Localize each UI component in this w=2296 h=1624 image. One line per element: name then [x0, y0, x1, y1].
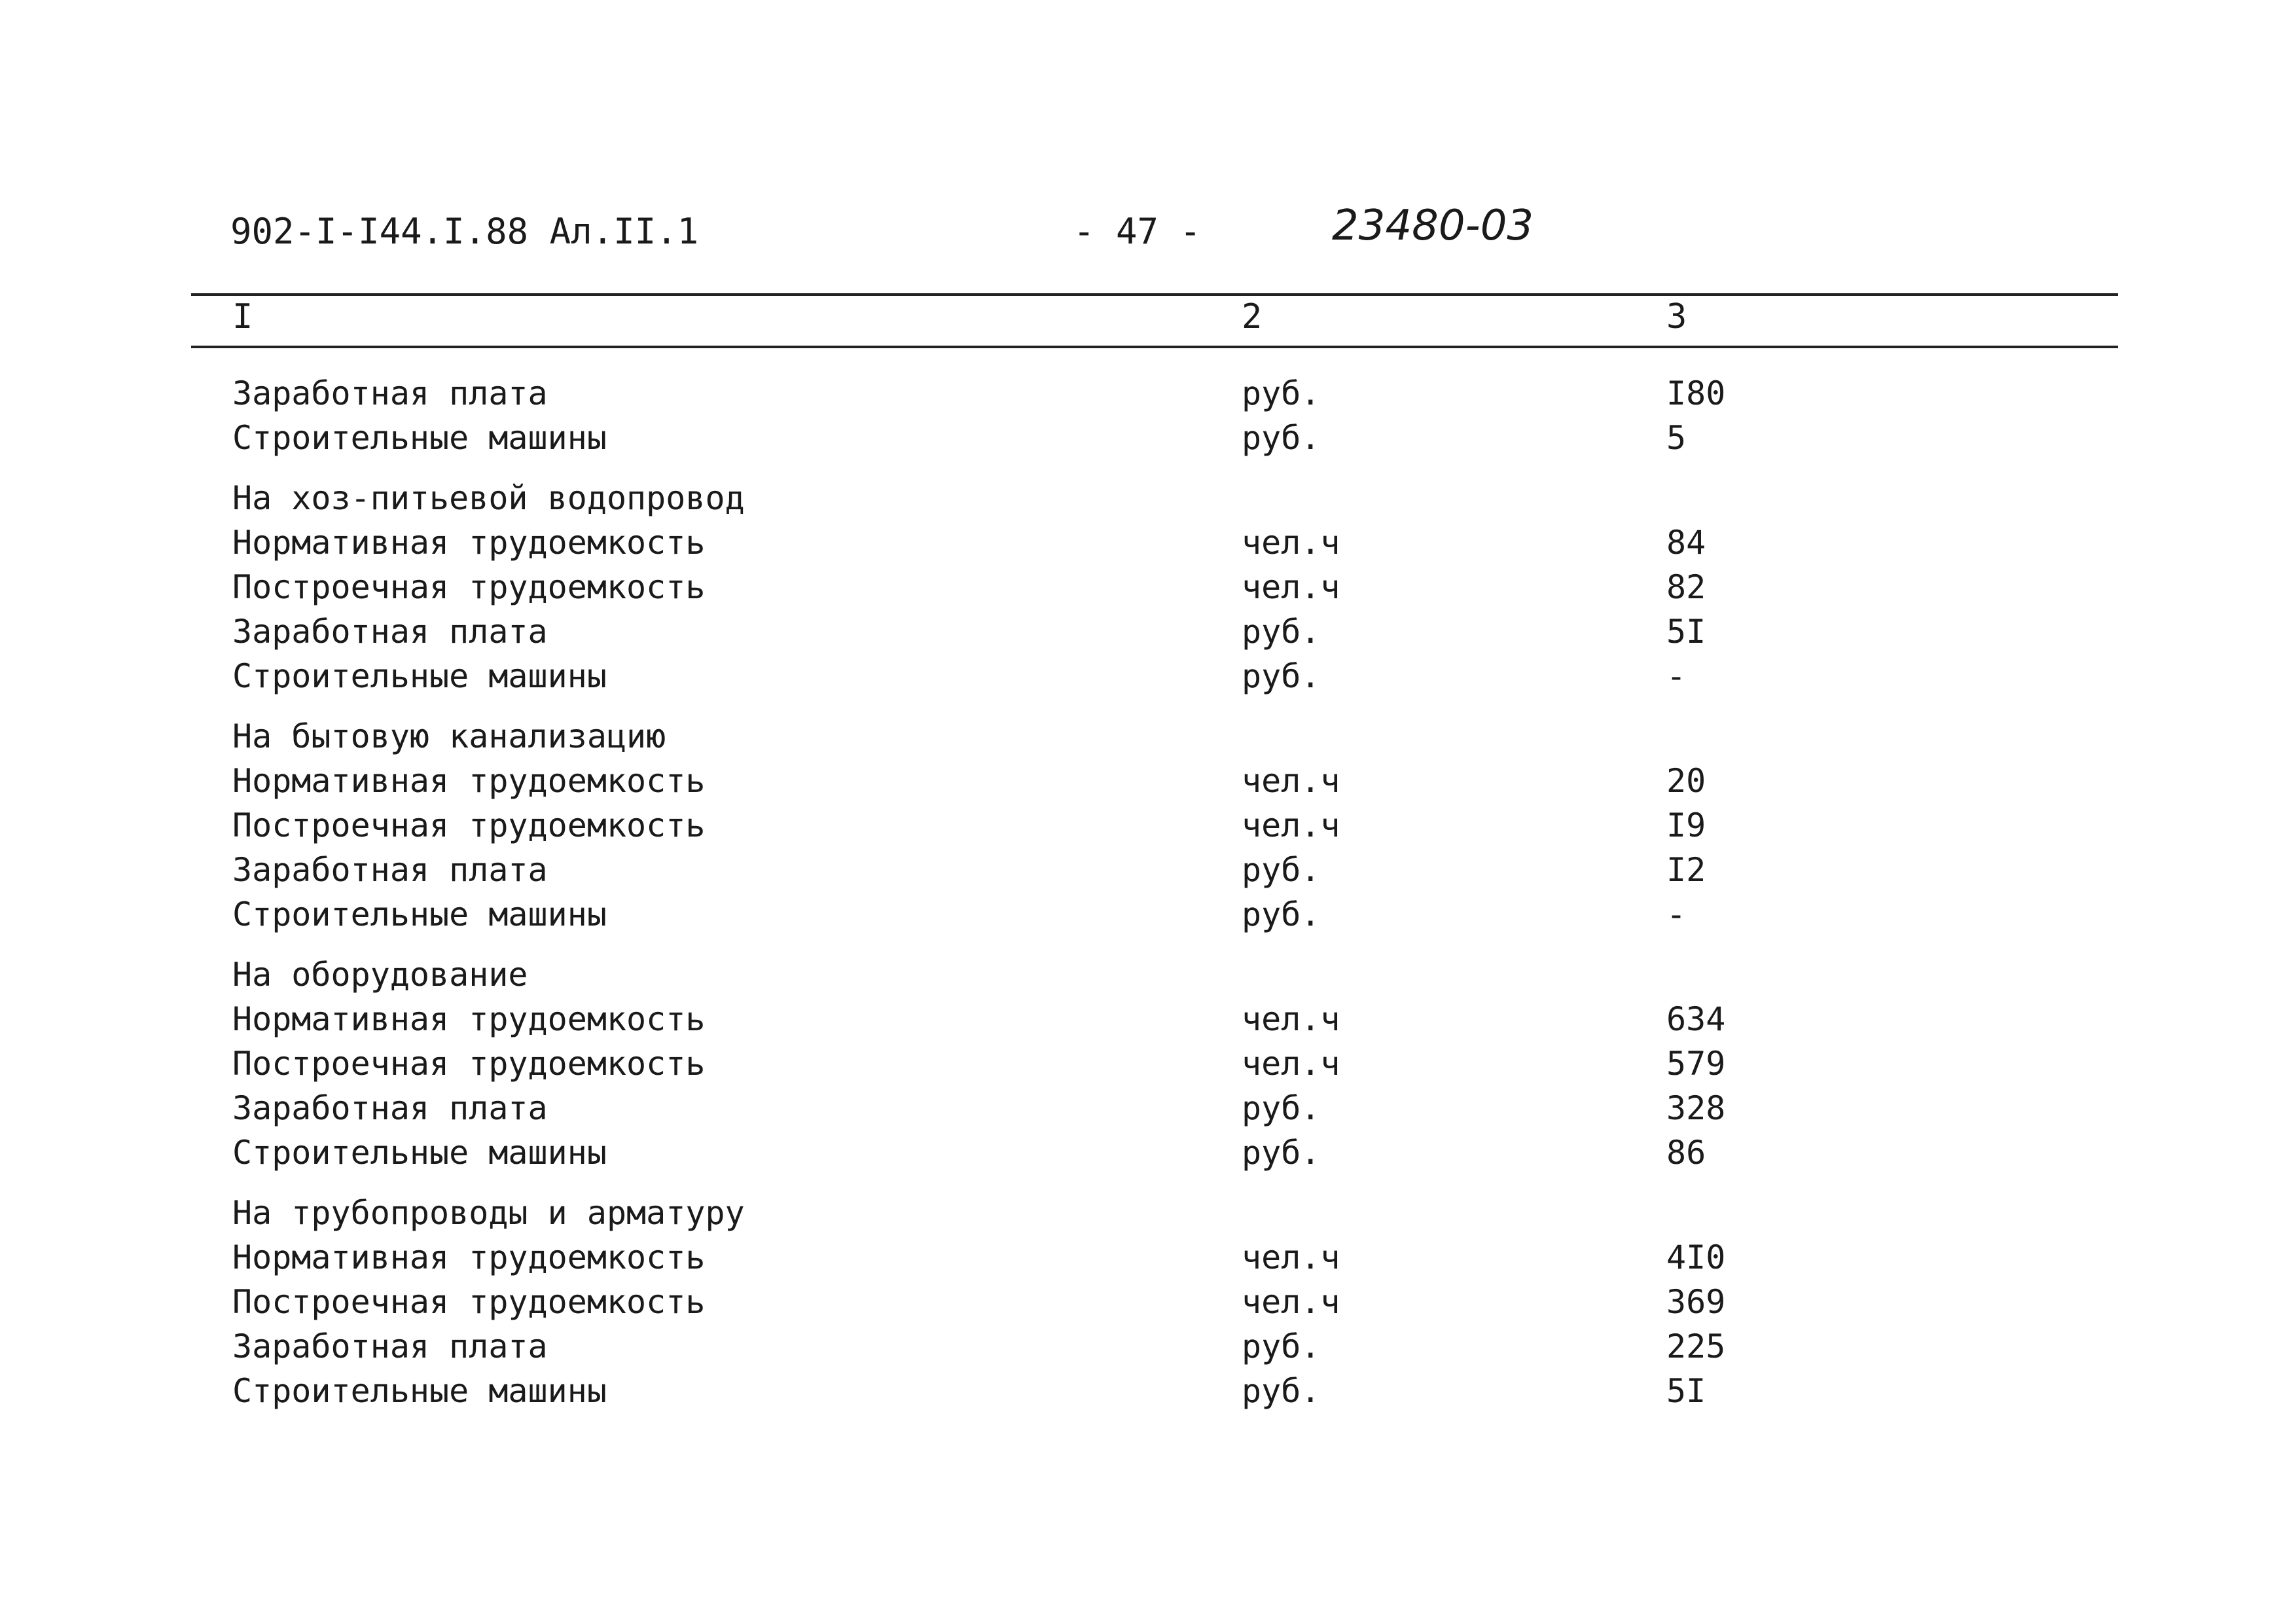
row-label: Заработная плата: [232, 374, 548, 412]
column-number-2: 2: [1242, 297, 1263, 336]
row-value: 225: [1666, 1327, 1726, 1365]
row-value: 5I: [1666, 1372, 1706, 1410]
row-label: Построечная трудоемкость: [232, 806, 706, 844]
row-label: Построечная трудоемкость: [232, 1283, 706, 1321]
row-value: -: [1666, 657, 1687, 695]
row-value: 328: [1666, 1089, 1726, 1127]
section-heading: На оборудование: [232, 956, 528, 994]
row-value: 84: [1666, 524, 1706, 562]
table-row: [0, 1235, 2296, 1280]
table-top-rule: [191, 293, 2118, 296]
row-label: Строительные машины: [232, 895, 607, 933]
row-unit: руб.: [1242, 851, 1321, 889]
row-label: Заработная плата: [232, 1327, 548, 1365]
table-row: [0, 565, 2296, 609]
table-row: [0, 416, 2296, 460]
table-header-rule: [191, 346, 2118, 348]
row-unit: руб.: [1242, 1327, 1321, 1365]
page-number: - 47 -: [1073, 211, 1202, 252]
row-label: Построечная трудоемкость: [232, 1045, 706, 1083]
row-value: 634: [1666, 1000, 1726, 1038]
table-row: [0, 803, 2296, 848]
row-label: Заработная плата: [232, 851, 548, 889]
row-label: Заработная плата: [232, 613, 548, 651]
column-number-3: 3: [1666, 297, 1687, 336]
section-heading-row: [0, 1191, 2296, 1235]
row-value: 4I0: [1666, 1238, 1726, 1276]
row-unit: руб.: [1242, 1372, 1321, 1410]
table-row: [0, 759, 2296, 803]
row-unit: руб.: [1242, 1089, 1321, 1127]
row-unit: чел.ч: [1242, 1000, 1340, 1038]
table-row: [0, 1041, 2296, 1086]
row-label: Строительные машины: [232, 419, 607, 457]
table-row: [0, 848, 2296, 892]
row-value: 5: [1666, 419, 1687, 457]
row-unit: руб.: [1242, 657, 1321, 695]
row-unit: руб.: [1242, 613, 1321, 651]
row-unit: чел.ч: [1242, 762, 1340, 800]
row-value: 369: [1666, 1283, 1726, 1321]
row-label: Строительные машины: [232, 1372, 607, 1410]
table-row: [0, 520, 2296, 565]
table-row: [0, 1280, 2296, 1324]
table-row: [0, 1130, 2296, 1175]
section-heading: На хоз-питьевой водопровод: [232, 479, 745, 517]
table-row: [0, 654, 2296, 698]
row-value: I9: [1666, 806, 1706, 844]
section-heading: На трубопроводы и арматуру: [232, 1194, 745, 1232]
row-label: Строительные машины: [232, 1134, 607, 1172]
row-value: 20: [1666, 762, 1706, 800]
row-label: Нормативная трудоемкость: [232, 1000, 706, 1038]
section-heading: На бытовую канализацию: [232, 717, 666, 755]
table-row: [0, 1369, 2296, 1413]
row-value: 82: [1666, 568, 1706, 606]
document-code: 902-I-I44.I.88 Ал.II.1: [230, 211, 699, 252]
row-label: Построечная трудоемкость: [232, 568, 706, 606]
row-unit: чел.ч: [1242, 1238, 1340, 1276]
row-unit: чел.ч: [1242, 568, 1340, 606]
handwritten-number: 23480-03: [1332, 202, 1534, 250]
column-number-1: I: [232, 297, 253, 336]
row-unit: чел.ч: [1242, 1045, 1340, 1083]
row-label: Заработная плата: [232, 1089, 548, 1127]
table-row: [0, 1086, 2296, 1130]
row-unit: руб.: [1242, 374, 1321, 412]
row-unit: руб.: [1242, 895, 1321, 933]
row-label: Строительные машины: [232, 657, 607, 695]
table-row: [0, 609, 2296, 654]
row-unit: руб.: [1242, 1134, 1321, 1172]
row-label: Нормативная трудоемкость: [232, 524, 706, 562]
row-unit: руб.: [1242, 419, 1321, 457]
section-heading-row: [0, 714, 2296, 759]
row-unit: чел.ч: [1242, 524, 1340, 562]
row-value: -: [1666, 895, 1687, 933]
row-value: 5I: [1666, 613, 1706, 651]
row-unit: чел.ч: [1242, 1283, 1340, 1321]
row-unit: чел.ч: [1242, 806, 1340, 844]
table-row: [0, 892, 2296, 937]
row-value: 86: [1666, 1134, 1706, 1172]
row-label: Нормативная трудоемкость: [232, 1238, 706, 1276]
row-value: 579: [1666, 1045, 1726, 1083]
table-row: [0, 997, 2296, 1041]
row-label: Нормативная трудоемкость: [232, 762, 706, 800]
row-value: I2: [1666, 851, 1706, 889]
table-row: [0, 371, 2296, 416]
section-heading-row: [0, 952, 2296, 997]
table-row: [0, 1324, 2296, 1369]
row-value: I80: [1666, 374, 1726, 412]
section-heading-row: [0, 476, 2296, 520]
